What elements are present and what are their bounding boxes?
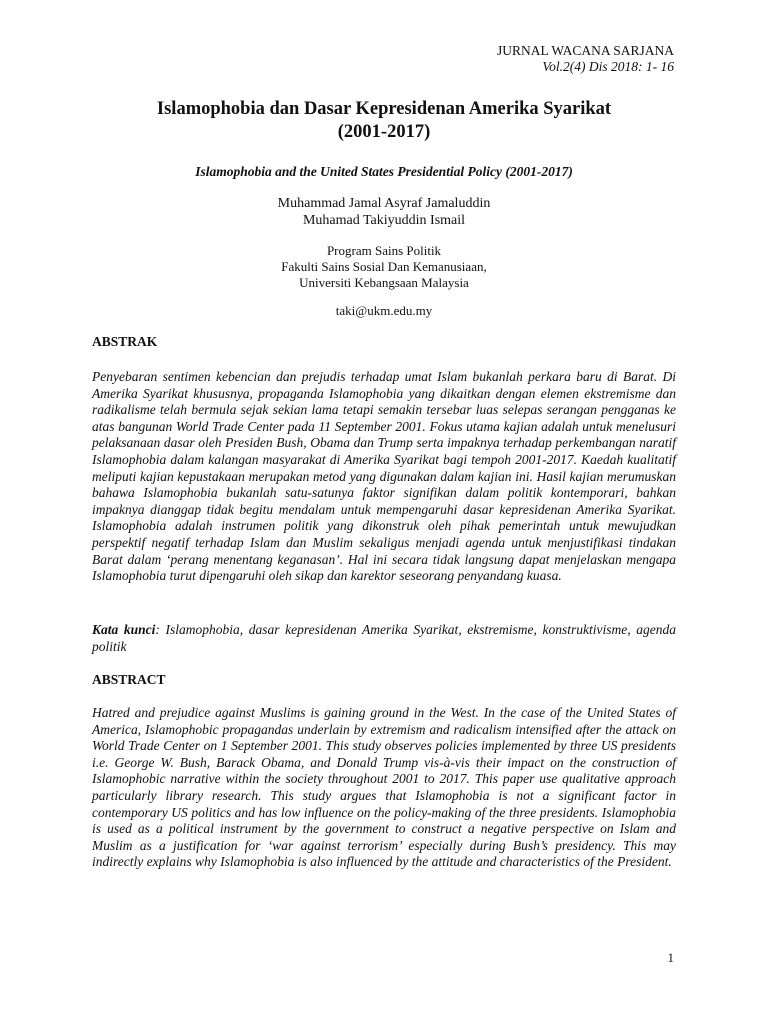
paper-subtitle: Islamophobia and the United States Presidential Policy (2001-2017) xyxy=(195,164,573,179)
journal-name: JURNAL WACANA SARJANA xyxy=(496,43,674,58)
affiliation xyxy=(92,243,676,291)
affiliation-line: Fakulti Sains Sosial Dan Kemanusiaan, xyxy=(281,259,487,274)
abstract-heading: ABSTRACT xyxy=(92,672,166,687)
affiliation-line: Program Sains Politik xyxy=(326,243,442,258)
paper-title xyxy=(92,98,676,144)
contact-email: taki@ukm.edu.my xyxy=(335,303,433,318)
author-name: Muhamad Takiyuddin Ismail xyxy=(302,212,466,228)
abstrak-heading: ABSTRAK xyxy=(92,334,158,349)
affiliation-line: Universiti Kebangsaan Malaysia xyxy=(299,275,469,290)
keywords xyxy=(92,622,676,655)
abstrak-paragraph: Penyebaran sentimen kebencian dan prejudis terhadap umat Islam bukanlah perkara baru di Barat. Di Amerika Syarikat khususnya, propaganda Islamophobia yang dikaitkan dengan elemen ekstremisme dan radikalisme telah bermula sejak sekian lama tetapi semakin tersebar luas selepas serangan pengganas ke atas bangunan World Trade Center pada 11 September 2001. Fokus utama kajian adalah untuk menelusuri pelaksanaan dasar oleh Presiden Bush, Obama dan Trump serta impaknya terhadap perkembangan naratif Islamophobia dalam kalangan masyarakat di Amerika Syarikat bagi tempoh 2001-2017. Kaedah kualitatif meliputi kajian kepustakaan merupakan metod yang digunakan dalam kajian ini. Hasil kajian merumuskan bahawa Islamophobia bukanlah satu-satunya faktor signifikan dalam politik kontemporari, bahkan impaknya dianggap tidak begitu mendalam untuk mempengaruhi dasar kepresidenan Amerika Syarikat. Islamophobia adalah instrumen politik yang dikonstruk oleh pihak pemerintah untuk mewujudkan perspektif negatif terhadap Islam dan Muslim sekaligus menjadi agenda untuk menjustifikasi tindakan Barat dalam ‘perang menentang keganasan’. Hal ini secara tidak langsung dapat menjelaskan mengapa Islamophobia turut dipengaruhi oleh sikap dan karektor seseorang penyandang kuasa. xyxy=(92,369,676,584)
keywords-label: Kata kunci xyxy=(92,622,156,637)
paper-title-line-2: (2001-2017) xyxy=(337,122,431,142)
abstrak-body xyxy=(92,369,676,585)
page-number: 1 xyxy=(667,950,674,965)
author-list xyxy=(92,196,676,229)
keywords-list: : Islamophobia, dasar kepresidenan Amerika Syarikat, ekstremisme, konstruktivisme, agenda politik xyxy=(92,622,676,654)
abstract-body xyxy=(92,705,676,871)
journal-header xyxy=(497,43,674,75)
abstract-paragraph: Hatred and prejudice against Muslims is gaining ground in the West. In the case of the United States of America, Islamophobic propagandas underlain by extremism and radicalism intensified after the attack on World Trade Center on 1 September 2001. This study observes policies implemented by three US presidents i.e. George W. Bush, Barack Obama, and Donald Trump vis-à-vis their impact on the construction of Islamophobic narrative within the society throughout 2001 to 2017. This paper use qualitative approach particularly library research. This study argues that Islamophobia is not a significant factor in contemporary US politics and has low influence on the policy-making of the three presidents. Islamophobia is used as a political instrument by the government to construct a negative perspective on Islam and Muslim as a justification for ‘war against terrorism’ especially during Bush’s presidency. This may indirectly explains why Islamophobia is also influenced by the attitude and characteristics of the President. xyxy=(92,705,676,870)
paper-title-line-1: Islamophobia dan Dasar Kepresidenan Amerika Syarikat xyxy=(156,99,612,119)
author-name: Muhammad Jamal Asyraf Jamaluddin xyxy=(277,196,491,211)
journal-volume: Vol.2(4) Dis 2018: 1- 16 xyxy=(542,59,674,74)
